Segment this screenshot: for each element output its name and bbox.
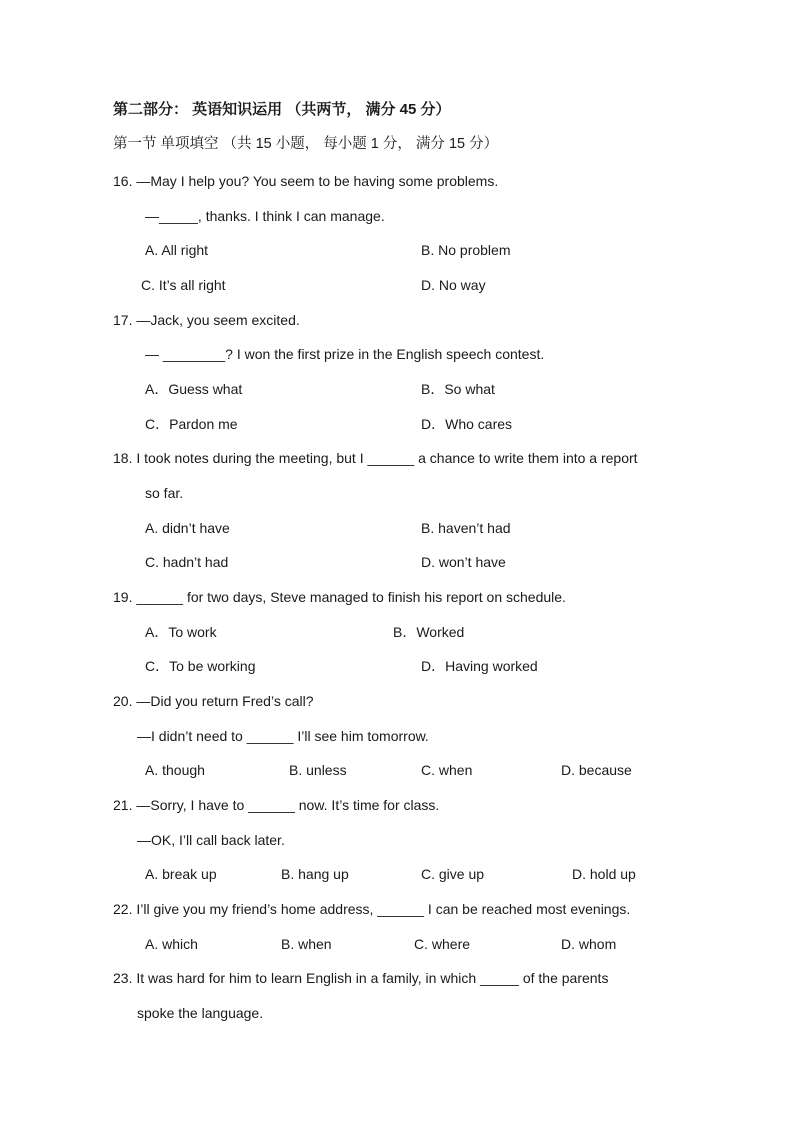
- question-18-stem-continued: so far.: [145, 485, 184, 501]
- question-22-option-d: D. whom: [561, 936, 617, 952]
- question-19-option-a: A．To work: [145, 624, 217, 640]
- question-21-option-b: B. hang up: [281, 866, 349, 882]
- question-17-stem: 17. —Jack, you seem excited.: [113, 312, 300, 328]
- question-17-option-a: A．Guess what: [145, 381, 243, 397]
- question-16-option-c: C. It’s all right: [141, 277, 226, 293]
- question-17-option-b: B．So what: [421, 381, 495, 397]
- question-18-option-a: A. didn’t have: [145, 520, 230, 536]
- question-21-option-d: D. hold up: [572, 866, 636, 882]
- question-19-stem: 19. ______ for two days, Steve managed to finish his report on schedule.: [113, 589, 566, 605]
- question-20-option-d: D. because: [561, 762, 632, 778]
- question-21-response: —OK, I’ll call back later.: [137, 832, 285, 848]
- question-18-stem: 18. I took notes during the meeting, but I ______ a chance to write them into a report: [113, 450, 638, 466]
- section-heading: 第一节 单项填空 （共 15 小题， 每小题 1 分， 满分 15 分）: [113, 136, 499, 152]
- question-21-option-c: C. give up: [421, 866, 485, 882]
- question-17-option-c: C．Pardon me: [145, 416, 238, 432]
- question-20-option-c: C. when: [421, 762, 473, 778]
- question-22-option-b: B. when: [281, 936, 332, 952]
- question-20-stem: 20. —Did you return Fred’s call?: [113, 693, 314, 709]
- question-17-response: — ________? I won the first prize in the English speech contest.: [145, 346, 545, 362]
- question-22-option-c: C. where: [414, 936, 471, 952]
- question-19-option-c: C．To be working: [145, 658, 256, 674]
- question-20-response: —I didn’t need to ______ I’ll see him tomorrow.: [137, 728, 429, 744]
- question-16-option-a: A. All right: [145, 242, 209, 258]
- question-23-stem-continued: spoke the language.: [137, 1005, 264, 1021]
- question-22-stem: 22. I’ll give you my friend’s home address, ______ I can be reached most evenings.: [113, 901, 631, 917]
- question-23-stem: 23. It was hard for him to learn English in a family, in which _____ of the parents: [113, 970, 609, 986]
- question-18-option-d: D. won’t have: [421, 554, 506, 570]
- question-16-stem: 16. —May I help you? You seem to be having some problems.: [113, 173, 499, 189]
- question-22-option-a: A. which: [145, 936, 198, 952]
- question-17-option-d: D．Who cares: [421, 416, 513, 432]
- part-heading: 第二部分： 英语知识运用 （共两节， 满分 45 分）: [113, 101, 451, 118]
- question-19-option-b: B．Worked: [393, 624, 465, 640]
- question-18-option-b: B. haven’t had: [421, 520, 511, 536]
- question-21-option-a: A. break up: [145, 866, 217, 882]
- question-16-option-d: D. No way: [421, 277, 486, 293]
- question-19-option-d: D．Having worked: [421, 658, 538, 674]
- question-16-response: —_____, thanks. I think I can manage.: [145, 208, 385, 224]
- question-20-option-b: B. unless: [289, 762, 347, 778]
- question-16-option-b: B. No problem: [421, 242, 511, 258]
- question-18-option-c: C. hadn’t had: [145, 554, 229, 570]
- question-21-stem: 21. —Sorry, I have to ______ now. It’s time for class.: [113, 797, 440, 813]
- question-20-option-a: A. though: [145, 762, 205, 778]
